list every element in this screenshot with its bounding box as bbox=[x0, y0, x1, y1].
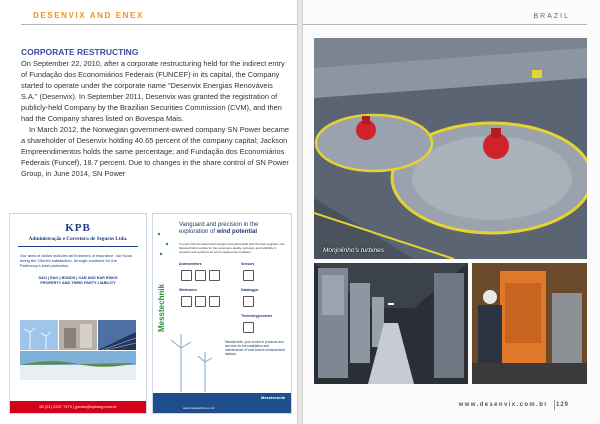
kpb-advertisement[interactable] bbox=[9, 213, 147, 414]
thermohygrometer-icon bbox=[243, 322, 254, 333]
wind-turbines-illustration bbox=[167, 330, 223, 392]
kpb-services-line-1: D&O | E&O | BONDS | CAR AND EAR RISKS bbox=[38, 276, 118, 280]
footer-website[interactable]: www.desenvix.com.br bbox=[458, 402, 548, 408]
messtechnik-advertisement[interactable] bbox=[152, 213, 292, 414]
right-page bbox=[303, 0, 600, 424]
kpb-divider bbox=[18, 246, 138, 247]
group-thermohygrometer: Thermohygrometer bbox=[241, 314, 273, 318]
header-rule-left bbox=[21, 24, 297, 25]
page-number: 129 bbox=[555, 402, 569, 408]
header-rule-right bbox=[303, 24, 587, 25]
group-sensors: Sensors bbox=[241, 262, 255, 266]
messtechnik-intro: In touch with the latest technologies and partnership with the best suppliers, the Messtechnik provides for the customers quality, accuracy and reliability in products and solutions for wind measurement industry. bbox=[179, 242, 285, 254]
article-body bbox=[21, 58, 291, 179]
anemometer-icon bbox=[209, 270, 220, 281]
group-anemometers: Anemometers bbox=[179, 262, 202, 266]
headline-emphasis: wind potential bbox=[216, 229, 258, 235]
kpb-company-name: Administração e Corretora de Seguros Ltda. bbox=[28, 236, 128, 242]
messtechnik-logo: Messtechnik bbox=[157, 283, 166, 332]
anemometer-icon bbox=[181, 270, 192, 281]
kpb-photo-collage bbox=[20, 320, 136, 380]
windvane-icon bbox=[195, 296, 206, 307]
datalogger-icon bbox=[243, 296, 254, 307]
photo-caption: Monjolinho’s turbines bbox=[323, 247, 384, 254]
kpb-services bbox=[20, 276, 136, 286]
generator-worker-photo bbox=[472, 263, 587, 384]
group-datalogger: Datalogger bbox=[241, 288, 259, 292]
windvane-icon bbox=[181, 296, 192, 307]
kpb-contact-bar[interactable]: 55 (21) 2237 7479 | jpedro@kpbseg.com.br bbox=[10, 401, 146, 413]
windvane-icon bbox=[209, 296, 220, 307]
messtechnik-tagline: Messtechnik, your choice in products and services for the installation and maintenance of wind towers measurement stations. bbox=[225, 340, 285, 356]
running-head-right: BRAZIL bbox=[533, 13, 570, 20]
messtechnik-website[interactable]: www.messtechnik.com.br bbox=[183, 406, 215, 410]
messtechnik-headline bbox=[179, 222, 287, 236]
anemometer-icon bbox=[195, 270, 206, 281]
headline-line-2: exploration of bbox=[179, 229, 217, 235]
kpb-services-line-2: PROPERTY AND THIRD PARTY LIABILITY bbox=[40, 281, 116, 285]
kpb-description: Our area of action includes all branches of insurance, our focus being the Client's satisfaction, through solutions for the Patrimony's best protection. bbox=[20, 253, 133, 268]
left-page bbox=[0, 0, 297, 424]
turbine-hall-photo bbox=[314, 38, 587, 259]
group-windvanes: Windvanes bbox=[179, 288, 197, 292]
paragraph-1: On September 22, 2010, after a corporate restructuring held for the indirect entry of Fundação dos Economiários Federais (FUNCEF) in its capital, the Company started to operate under the corporate name “Desenvix Energias Renováveis S.A.” (Desenvix). In September 2011, Desenvix was granted the registration of publicly-held Company by the Brazilian Securities Commission (CVM), and then had the Company shares listed on Bovespa Mais. bbox=[21, 59, 285, 123]
messtechnik-contact-bar[interactable] bbox=[153, 393, 291, 413]
section-title: CORPORATE RESTRUCTING bbox=[21, 47, 139, 57]
running-head-left: DESENVIX AND ENEX bbox=[33, 11, 144, 20]
headline-line-1: Vanguard and precision in the bbox=[179, 222, 259, 228]
sensor-icon bbox=[243, 270, 254, 281]
kpb-logo: KPB bbox=[65, 222, 91, 234]
control-room-photo bbox=[314, 263, 468, 384]
footer-separator bbox=[554, 400, 555, 410]
paragraph-2: In March 2012, the Norwegian government-owned company SN Power became a shareholder of Desenvix holding 40.65 percent of the company capital; Jackson Empreendimentos holds the same percentage; and Fundação dos Economiários Federais (Funcef), 18.7 percent. Due to changes in the share control of SN Power Group, in June 2014, SN Power bbox=[21, 125, 290, 178]
messtechnik-footer-brand: Messtechnik bbox=[260, 395, 285, 400]
